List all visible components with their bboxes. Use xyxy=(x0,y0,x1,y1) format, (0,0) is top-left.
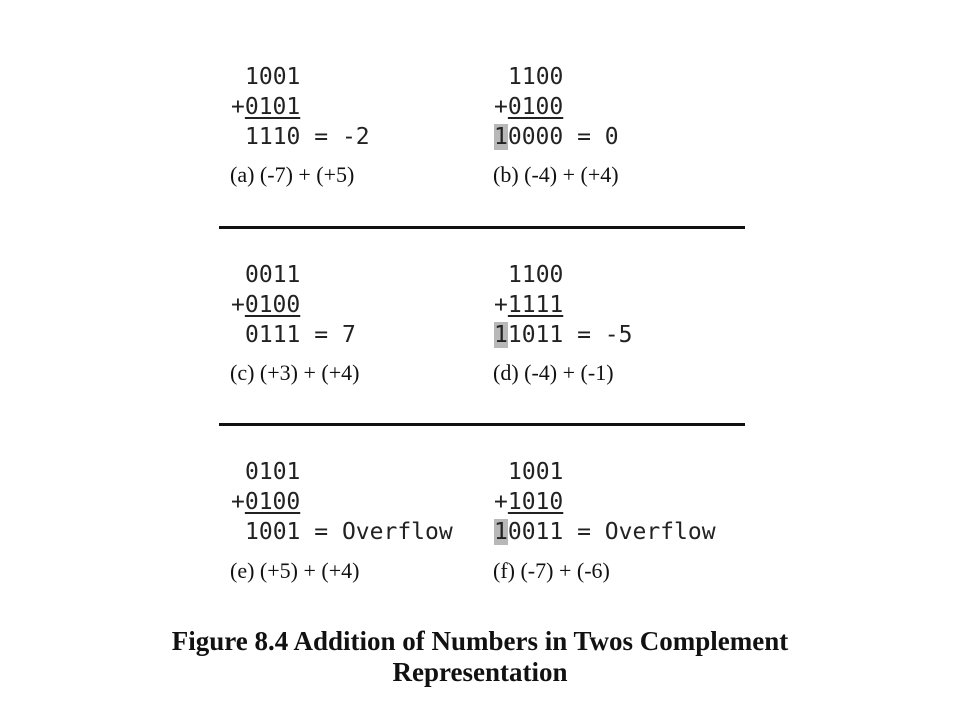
problem-d-operand2-line xyxy=(494,292,563,318)
plus-sign: + xyxy=(231,489,245,515)
problem-b-operand2: 0100 xyxy=(507,94,564,120)
problem-f-operand2-line xyxy=(494,489,563,515)
problem-b-caption: (b) (-4) + (+4) xyxy=(493,162,619,187)
divider-1 xyxy=(219,226,745,229)
problem-b-operand1: 1100 xyxy=(508,64,564,90)
equals-sign: = xyxy=(300,322,342,348)
problem-a-sum: 1110 xyxy=(245,124,301,150)
plus-sign: + xyxy=(231,292,245,318)
problem-b-result: 0 xyxy=(604,124,619,150)
equals-sign: = xyxy=(563,519,605,545)
problem-e-operand2: 0100 xyxy=(244,489,301,515)
problem-c-operand2: 0100 xyxy=(244,292,301,318)
problem-f-result: Overflow xyxy=(604,519,716,545)
problem-d-caption: (d) (-4) + (-1) xyxy=(493,360,614,385)
problem-c-operand2-line xyxy=(231,292,300,318)
plus-sign: + xyxy=(494,292,508,318)
problem-a-caption: (a) (-7) + (+5) xyxy=(230,162,355,187)
problem-b-sum: 0000 xyxy=(507,124,564,150)
problem-a-operand2: 0101 xyxy=(244,94,301,120)
problem-f-sum: 0011 xyxy=(507,519,564,545)
figure-title-line-1: Figure 8.4 Addition of Numbers in Twos Complement xyxy=(171,626,789,656)
problem-d-operand1: 1100 xyxy=(508,262,564,288)
problem-f-operand2: 1010 xyxy=(507,489,564,515)
equals-sign: = xyxy=(300,519,342,545)
problem-e-sum-line xyxy=(245,519,453,545)
problem-a-operand2-line xyxy=(231,94,300,120)
equals-sign: = xyxy=(563,322,605,348)
problem-f-carry-bit: 1 xyxy=(494,519,508,545)
plus-sign: + xyxy=(494,489,508,515)
problem-f-caption: (f) (-7) + (-6) xyxy=(493,558,610,583)
problem-e-caption: (e) (+5) + (+4) xyxy=(230,558,360,583)
plus-sign: + xyxy=(494,94,508,120)
figure-title-line-2: Representation xyxy=(392,657,568,687)
problem-c-sum-line xyxy=(245,322,356,348)
problem-e-operand2-line xyxy=(231,489,300,515)
divider-2 xyxy=(219,423,745,426)
problem-b-operand2-line xyxy=(494,94,563,120)
problem-d-sum-line xyxy=(494,322,633,348)
problem-a-result: -2 xyxy=(341,124,370,150)
problem-a-sum-line xyxy=(245,124,370,150)
equals-sign: = xyxy=(300,124,342,150)
problem-d-operand2: 1111 xyxy=(507,292,564,318)
problem-d-sum: 1011 xyxy=(507,322,564,348)
problem-c-caption: (c) (+3) + (+4) xyxy=(230,360,360,385)
problem-a-operand1: 1001 xyxy=(245,64,301,90)
problem-d-carry-bit: 1 xyxy=(494,322,508,348)
problem-f-sum-line xyxy=(494,519,716,545)
problem-c-sum: 0111 xyxy=(245,322,301,348)
plus-sign: + xyxy=(231,94,245,120)
problem-f-operand1: 1001 xyxy=(508,459,564,485)
problem-c-operand1: 0011 xyxy=(245,262,301,288)
problem-d-result: -5 xyxy=(604,322,633,348)
problem-b-carry-bit: 1 xyxy=(494,124,508,150)
problem-b-sum-line xyxy=(494,124,619,150)
equals-sign: = xyxy=(563,124,605,150)
problem-c-result: 7 xyxy=(341,322,356,348)
problem-e-result: Overflow xyxy=(341,519,453,545)
problem-e-sum: 1001 xyxy=(245,519,301,545)
problem-e-operand1: 0101 xyxy=(245,459,301,485)
